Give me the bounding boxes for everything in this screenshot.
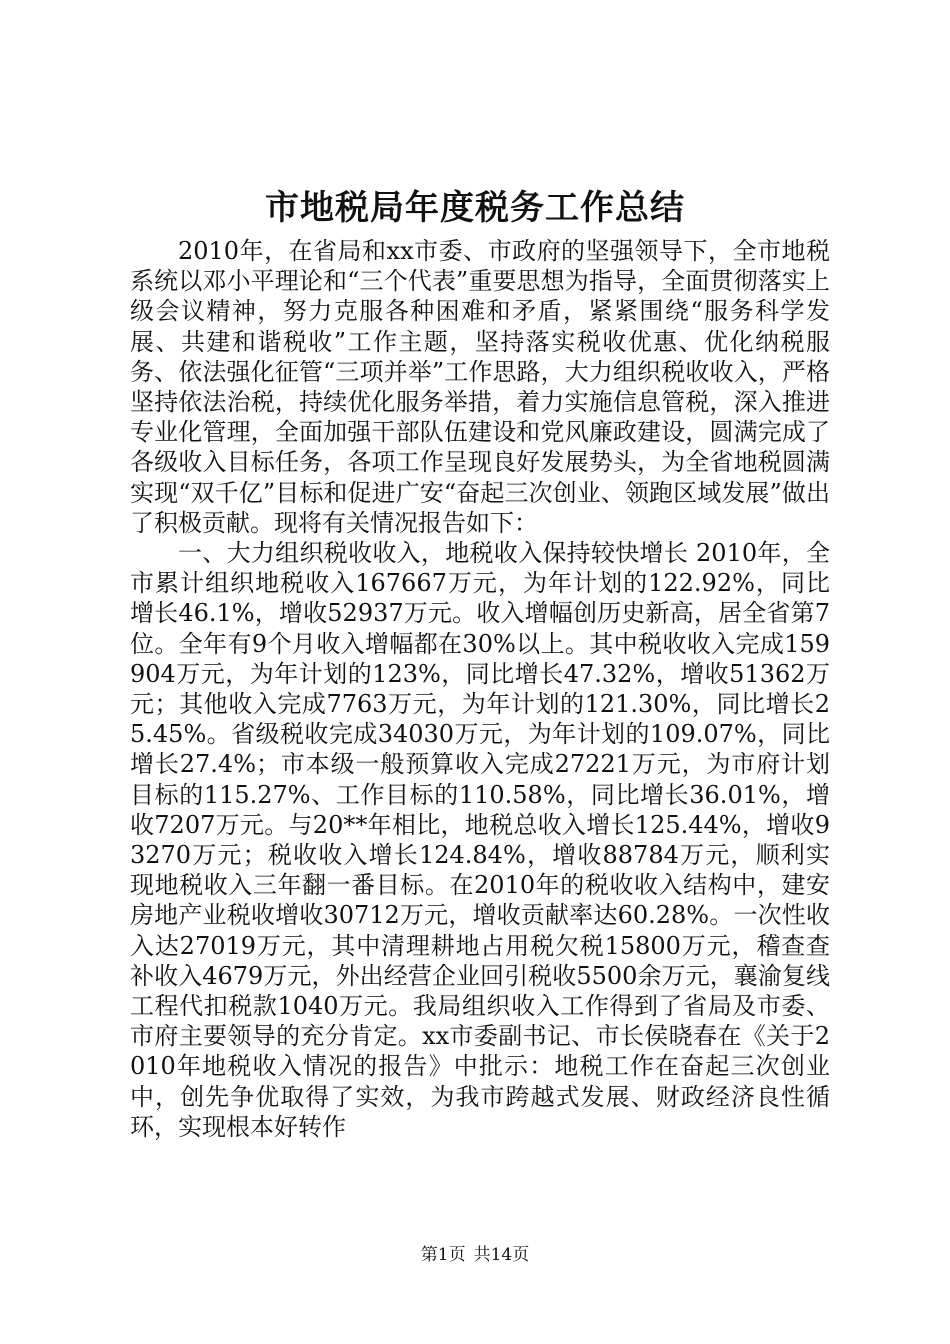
document-title: 市地税局年度税务工作总结	[265, 188, 685, 228]
paragraph-intro: 2010年，在省局和xx市委、市政府的坚强领导下，全市地税系统以邓小平理论和“三个代表”重要思想为指导，全面贯彻落实上级会议精神，努力克服各种困难和矛盾，紧紧围绕“服务科学发展、共建和谐税收”工作主题，坚持落实税收优惠、优化纳税服务、依法强化征管“三项并举”工作思路，大力组织税收收入，严格坚持依法治税，持续优化服务举措，着力实施信息管税，深入推进专业化管理，全面加强干部队伍建设和党风廉政建设，圆满完成了各级收入目标任务，各项工作呈现良好发展势头，为全省地税圆满实现“双千亿”目标和促进广安“奋起三次创业、领跑区域发展”做出了积极贡献。现将有关情况报告如下：	[130, 237, 830, 537]
page-number: 第1页	[420, 1245, 466, 1265]
page-total: 共14页	[473, 1245, 530, 1265]
document-body	[130, 236, 830, 1142]
paragraph-section-one: 一、大力组织税收收入，地税收入保持较快增长 2010年，全市累计组织地税收入167667万元，为年计划的122.92%，同比增长46.1%，增收52937万元。收入增幅创历史新高，居全省第7位。全年有9个月收入增幅都在30%以上。其中税收收入完成159904万元，为年计划的123%，同比增长47.32%，增收51362万元；其他收入完成7763万元，为年计划的121.30%，同比增长25.45%。省级税收完成34030万元，为年计划的109.07%，同比增长27.4%；市本级一般预算收入完成27221万元，为市府计划目标的115.27%、工作目标的110.58%，同比增长36.01%，增收7207万元。与20**年相比，地税总收入增长125.44%，增收93270万元；税收收入增长124.84%，增收88784万元，顺利实现地税收入三年翻一番目标。在2010年的税收收入结构中，建安房地产业税收增收30712万元，增收贡献率达60.28%。一次性收入达27019万元，其中清理耕地占用税欠税15800万元，稽查查补收入4679万元，外出经营企业回引税收5500余万元，襄渝复线工程代扣税款1040万元。我局组织收入工作得到了省局及市委、市府主要领导的充分肯定。xx市委副书记、市长侯晓春在《关于2010年地税收入情况的报告》中批示：地税工作在奋起三次创业中，创先争优取得了实效，为我市跨越式发展、财政经济良性循环，实现根本好转作	[130, 539, 830, 1141]
page-footer	[0, 1244, 950, 1266]
